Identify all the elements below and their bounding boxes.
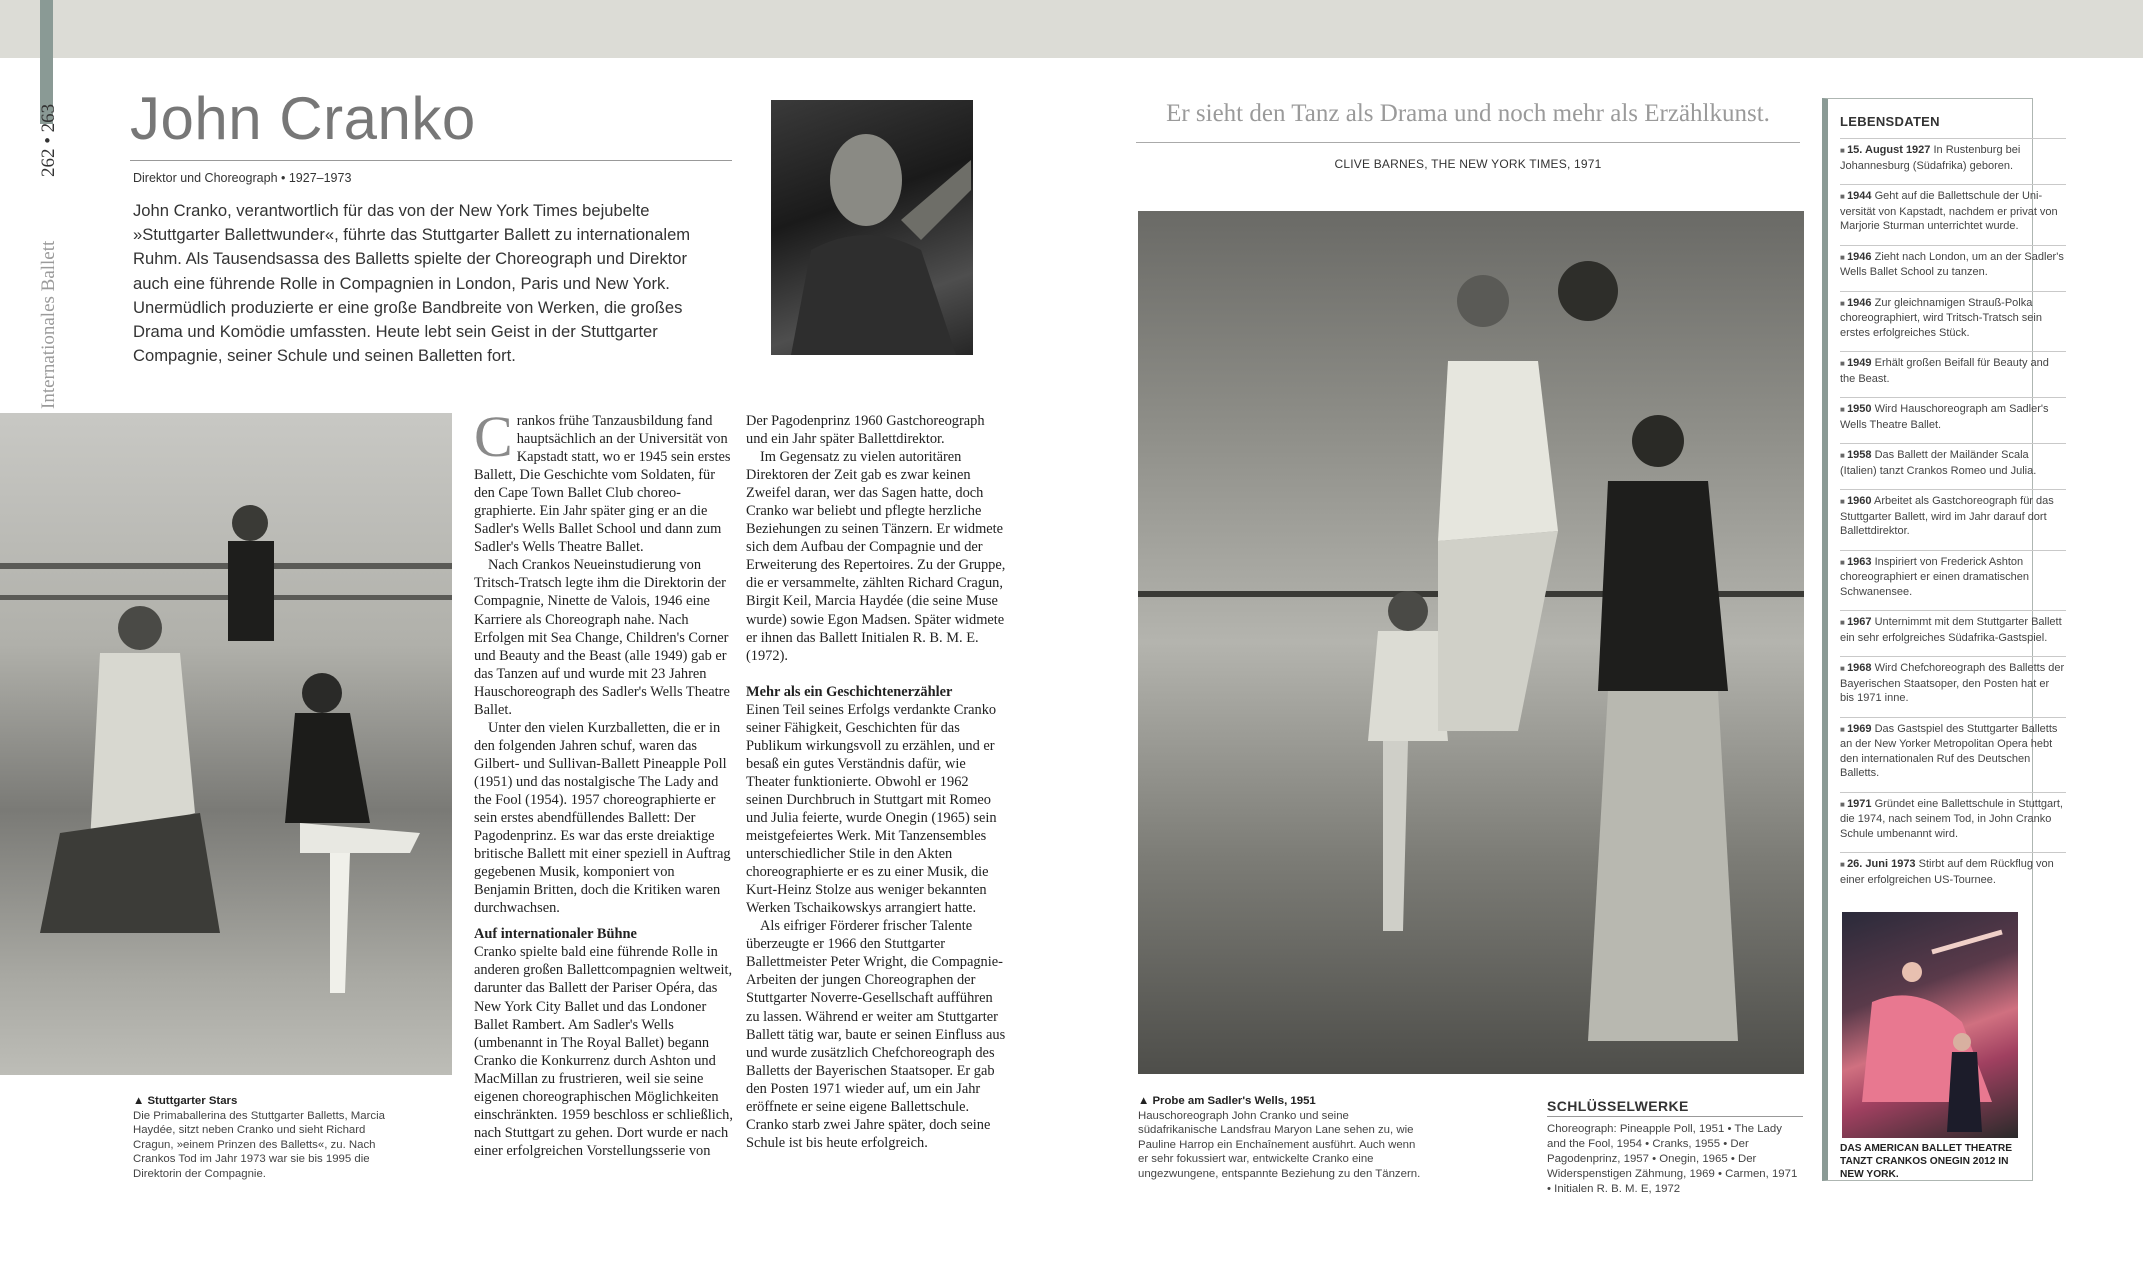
timeline-item — [1840, 184, 2066, 234]
timeline-date: 15. August 1927 — [1847, 144, 1931, 156]
timeline-date: 1971 — [1847, 797, 1872, 810]
timeline-text: Das Ballett der Mailänder Scala (Italien) tanzt Crankos Romeo und Julia. — [1840, 449, 2037, 477]
timeline-text: Erhält großen Beifall für Beauty and the Beast. — [1840, 357, 2049, 385]
bullet-icon: ■ — [1840, 252, 1848, 262]
timeline-item — [1840, 792, 2066, 842]
timeline-text: Inspiriert von Frederick Ashton choreographiert er einen dramatischen Schwanensee. — [1840, 555, 2029, 598]
timeline-text: Zieht nach London, um an der Sadler's Wells Ballet School zu tanzen. — [1840, 250, 2064, 278]
bullet-icon: ■ — [1840, 146, 1848, 155]
timeline-date: 1967 — [1847, 616, 1872, 628]
timeline-date: 1958 — [1847, 449, 1872, 461]
timeline-item — [1840, 717, 2066, 781]
portrait-silhouette — [771, 100, 973, 355]
pull-quote: Er sieht den Tanz als Drama und noch mehr als Erzählkunst. — [1166, 100, 1770, 127]
bullet-icon: ■ — [1840, 298, 1848, 308]
timeline-item — [1840, 656, 2066, 706]
timeline-item — [1840, 550, 2066, 600]
subheading: Mehr als ein Geschichtenerzähler — [746, 683, 953, 700]
timeline-date: 1946 — [1847, 296, 1872, 309]
timeline-item — [1840, 852, 2066, 887]
subtitle: Direktor und Choreograph • 1927–1973 — [133, 171, 352, 185]
timeline-date: 1968 — [1847, 662, 1872, 674]
key-works-rule — [1547, 1116, 1803, 1117]
bullet-icon: ■ — [1840, 860, 1848, 869]
timeline-date: 26. Juni 1973 — [1847, 858, 1916, 870]
quote-source: CLIVE BARNES, THE NEW YORK TIMES, 1971 — [1334, 157, 1602, 171]
section-label: Internationales Ballett — [38, 240, 59, 409]
studio-scene — [0, 413, 452, 1075]
timeline-date: 1949 — [1847, 357, 1872, 369]
timeline-item — [1840, 291, 2066, 341]
page-title: John Cranko — [130, 85, 476, 152]
body-paragraph: Als eifriger Förderer frischer Talente überzeugte er 1966 den Stuttgarter Ballettmeister Peter Wright, die Compagnie-Arbeiten der jungen Choreographen der Stuttgarter Noverre-Gesellschaft aufführen zu lassen. Während er weiter am Stuttgarter Ballett tätig war, baute er seinen Einfluss aus und wurde zusätzlich Chefchoreograph des Balletts der Bayerischen Staatsoper. Er gab den Posten 1971 wieder auf, um ein Jahr eröffnete er seine eigene Ballettschule. Cranko starb zwei Jahre später, doch seine Schule ist bis heute erfolgreich. — [746, 918, 1006, 1151]
timeline-text: Zur gleichnamigen Strauß-Polka choreographiert, wird Tritsch-Tratsch sein erstes erfolgreiches Stück. — [1840, 296, 2042, 339]
body-paragraph: Unter den vielen Kurzballetten, die er in den folgenden Jahren schuf, waren das Gilbert- und Sullivan-Ballett Pineapple Poll (1951) und das nostalgische The Lady and the Fool (1954). 1957 choreographierte er sein erstes abendfüllendes Ballett: Der Pagodenprinz. Es war das erste dreiaktige britische Ballett mit einer speziell in Auftrag gegebenen Musik, komponiert von Benjamin Britten, doch die Kritiken waren durchwachsen. — [474, 719, 731, 917]
timeline-list — [1840, 138, 2066, 898]
caption-text: Die Primaballerina des Stuttgarter Balletts, Marcia Haydée, sitzt neben Cranko und sieht Richard Cragun, »einem Prinzen des Balletts«, zu. Nach Crankos Tod im Jahr 1973 war sie bis 1995 die Direktorin der Compagnie. — [133, 1109, 385, 1180]
timeline-text: Wird Chefchoreograph des Balletts der Bayerischen Staatsoper, den Posten hat er bis 1971 inne. — [1840, 662, 2065, 704]
caption-text: Hauschoreograph John Cranko und seine südafrikanische Landsfrau Maryon Lane sehen zu, wie Pauline Harrop ein Enchaînement ausführt. Auch wenn er sehr fokussiert war, entwickelte Cranko eine ungezwungene, entspannte Beziehung zu den Tänzern. — [1138, 1109, 1421, 1180]
timeline-item — [1840, 443, 2066, 478]
top-band — [0, 0, 2143, 58]
timeline-date: 1946 — [1847, 250, 1872, 263]
bullet-icon: ■ — [1840, 451, 1848, 460]
rehearsal-scene — [1138, 211, 1804, 1074]
body-paragraph: Der Pagodenprinz 1960 Gastchoreograph und ein Jahr später Ballettdirektor. — [746, 413, 985, 448]
sidebar-title: LEBENSDATEN — [1840, 114, 1940, 129]
timeline-text: Arbeitet als Gastchoreograph für das Stuttgarter Ballett, wird im Jahr darauf dort Ballettdirektor. — [1840, 495, 2054, 537]
timeline-item — [1840, 397, 2066, 432]
timeline-item — [1840, 138, 2066, 173]
body-column-1 — [474, 404, 734, 1160]
portrait-photo — [771, 100, 973, 355]
timeline-item — [1840, 245, 2066, 280]
page-numbers: 262 • 263 — [38, 103, 59, 177]
key-works-title: SCHLÜSSELWERKE — [1547, 1098, 1689, 1114]
timeline-item — [1840, 351, 2066, 386]
caption-stuttgarter-stars — [133, 1094, 385, 1182]
bullet-icon: ■ — [1840, 359, 1848, 368]
title-rule — [130, 160, 732, 161]
timeline-text: Das Gastspiel des Stuttgarter Balletts an der New Yorker Metropolitan Opera hebt den internationalen Ruf des Deutschen Balletts. — [1840, 722, 2058, 779]
subheading: Auf internationaler Bühne — [474, 926, 637, 943]
bullet-icon: ■ — [1840, 799, 1848, 809]
timeline-text: Unternimmt mit dem Stuttgarter Ballett ein sehr erfolgreiches Südafrika-Gastspiel. — [1840, 616, 2062, 644]
bullet-icon: ■ — [1840, 618, 1848, 627]
timeline-text: Geht auf die Ballettschule der Universität von Kapstadt, nachdem er privat von Marjorie Sturman unterrichtet wurde. — [1840, 190, 2058, 232]
caption-rehearsal — [1138, 1094, 1424, 1182]
body-paragraph: rankos frühe Tanzausbildung fand hauptsächlich an der Universität von Kapstadt statt, wo er 1945 sein erstes Ballett, Die Geschichte vom Soldaten, für den Cape Town Ballet Club choreographierte. Ein Jahr später ging er an die Sadler's Wells Ballet School und dann zum Sadler's Wells Theatre Ballet. — [474, 413, 731, 556]
caption-title: ▲ Probe am Sadler's Wells, 1951 — [1138, 1095, 1316, 1107]
bullet-icon: ■ — [1840, 724, 1848, 734]
timeline-date: 1963 — [1847, 555, 1872, 568]
caption-title: ▲ Stuttgarter Stars — [133, 1095, 238, 1107]
timeline-text: Gründet eine Ballettschule in Stuttgart, die 1974, nach seinem Tod, in John Cranko Schule umbenannt wird. — [1840, 797, 2063, 840]
body-column-2 — [746, 412, 1006, 1152]
vertical-running-head — [38, 97, 68, 437]
onegin-photo — [1842, 912, 2018, 1138]
timeline-date: 1950 — [1847, 403, 1872, 415]
timeline-date: 1944 — [1847, 190, 1872, 202]
body-paragraph: Einen Teil seines Erfolgs verdankte Cranko seiner Fähigkeit, Geschichten für das Publikum wirkungsvoll zu erzählen, und er besaß ein gutes Verständnis dafür, wie Theater funktionierte. Obwohl er 1962 seinen Durchbruch in Stuttgart mit Romeo und Julia feierte, wurde Onegin (1965) sein meistgefeiertes Werk. Mit Tanzensembles unterschiedlicher Stile in den Akten choreographierte er es zu einer Musik, die Kurt-Heinz Stolze aus weniger bekannten Werken Tschaikowskys arrangiert hatte. — [746, 701, 997, 917]
timeline-date: 1960 — [1847, 495, 1872, 507]
bullet-icon: ■ — [1840, 664, 1848, 673]
timeline-text: In Rustenburg bei Johannesburg (Südafrika) geboren. — [1840, 144, 2021, 172]
bullet-icon: ■ — [1840, 192, 1848, 201]
key-works-text: Choreograph: Pineapple Poll, 1951 • The Lady and the Fool, 1954 • Cranks, 1955 • Der Pagodenprinz, 1957 • Onegin, 1965 • Der Widerspenstigen Zähmung, 1969 • Carmen, 1971 • Initialen R. B. M. E, 1972 — [1547, 1123, 1798, 1195]
timeline-text: Stirbt auf dem Rückflug von einer erfolgreichen US-Tournee. — [1840, 858, 2054, 886]
bullet-icon: ■ — [1840, 497, 1848, 506]
rehearsal-photo — [1138, 211, 1804, 1074]
body-paragraph: Im Gegensatz zu vielen autoritären Direktoren der Zeit gab es zwar keinen Zweifel daran, wer das Sagen hatte, doch Cranko war beliebt und pflegte herzliche Beziehungen zu seinen Tänzern. Er widmete sich dem Aufbau der Compagnie und der Erweiterung des Repertoires. Zu der Gruppe, die er versammelte, zählten Richard Cragun, Birgit Keil, Marcia Haydée (die seine Muse wurde) sowie Egon Madsen. Später widmete er ihnen das Ballett Initialen R. B. M. E. (1972). — [746, 449, 1006, 664]
stuttgarter-stars-photo — [0, 413, 452, 1075]
drop-cap: C — [474, 404, 513, 469]
body-paragraph: Nach Crankos Neueinstudierung von Tritsch-Tratsch legte ihm die Direktorin der Compagnie, Ninette de Valois, 1946 eine Karriere als Choreograph nahe. Nach Erfolgen mit Sea Change, Children's Corner und Beauty and the Beast (alle 1949) gab er das Tanzen auf und wurde mit 23 Jahren Hauschoreograph des Sadler's Wells Theatre Ballet. — [474, 557, 730, 718]
body-paragraph: Cranko spielte bald eine führende Rolle in anderen großen Ballettcompagnien weltweit, darunter das Ballett der Pariser Opéra, das New York City Ballet und das Londoner Ballet Rambert. Am Sadler's Wells (umbenannt in The Royal Ballet) begann Cranko die Konkurrenz durch Ashton und MacMillan zu frustrieren, weil sie seine eigenen choreographischen Möglichkeiten einschränkten. 1959 beschloss er schließlich, nach Stuttgart zu gehen. Dort wurde er nach einer erfolgreichen Vorstellungsserie von — [474, 944, 733, 1159]
sidebar-photo-caption: DAS AMERICAN BALLET THEATRE TANZT CRANKOS ONEGIN 2012 IN NEW YORK. — [1840, 1143, 2013, 1180]
quote-rule — [1136, 142, 1800, 143]
bullet-icon: ■ — [1840, 557, 1848, 567]
bullet-icon: ■ — [1840, 405, 1848, 414]
timeline-date: 1969 — [1847, 722, 1872, 735]
onegin-scene — [1842, 912, 2018, 1138]
intro-paragraph: John Cranko, verantwortlich für das von der New York Times bejubelte »Stuttgarter Ballettwunder«, führte das Stuttgarter Ballett zu internationalem Ruhm. Als Tausendsassa des Balletts spielte der Choreograph und Direktor auch eine führende Rolle in Compagnien in London, Paris und New York. Unermüdlich produzierte er eine große Bandbreite von Werken, die großes Drama und Komödie umfassten. Heute lebt sein Geist in der Stuttgarter Compagnie, seiner Schule und seinen Balletten fort. — [133, 201, 691, 366]
timeline-text: Wird Hauschoreograph am Sadler's Wells Theatre Ballet. — [1840, 403, 2049, 431]
timeline-item — [1840, 489, 2066, 539]
timeline-item — [1840, 610, 2066, 645]
